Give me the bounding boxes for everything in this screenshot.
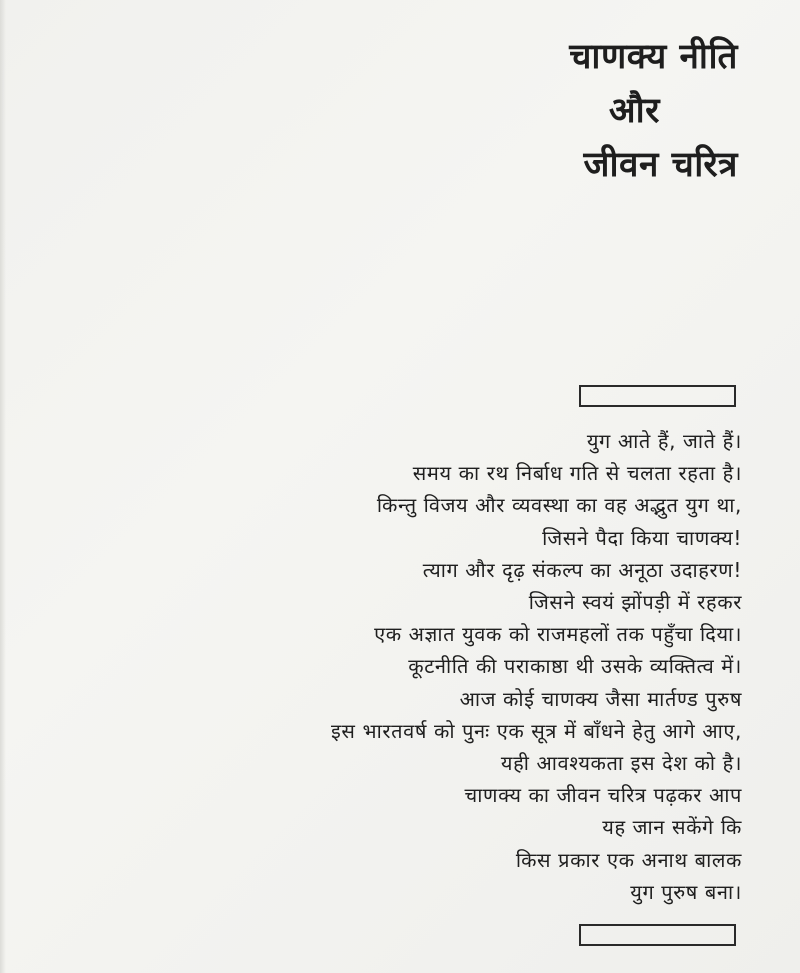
poem-line: युग पुरुष बना। [630,879,742,904]
poem-text [42,425,742,908]
book-title [569,30,738,192]
poem-line: इस भारतवर्ष को पुनः एक सूत्र में बाँधने हेतु आगे आए, [331,718,742,743]
poem-line: चाणक्य का जीवन चरित्र पढ़कर आप [464,783,742,808]
poem-line: त्याग और दृढ़ संकल्प का अनूठा उदाहरण! [422,557,742,582]
poem-line: युग आते हैं, जाते हैं। [586,429,742,453]
top-divider-box [579,385,736,407]
title-line-3: जीवन चरित्र [583,145,738,185]
poem-line: समय का रथ निर्बाध गति से चलता रहता है। [412,461,742,486]
title-line-1: चाणक्य नीति [569,37,738,77]
poem-line: जिसने पैदा किया चाणक्य! [542,525,742,550]
poem-line: यह जान सकेंगे कि [602,815,742,840]
poem-line: आज कोई चाणक्य जैसा मार्तण्ड पुरुष [459,686,742,711]
poem-line: कूटनीति की पराकाष्ठा थी उसके व्यक्तित्व में। [408,654,742,679]
poem-line: एक अज्ञात युवक को राजमहलों तक पहुँचा दिया। [374,622,742,647]
poem-line: जिसने स्वयं झोंपड़ी में रहकर [528,590,742,615]
bottom-divider-box [579,924,736,946]
poem-line: यही आवश्यकता इस देश को है। [500,751,742,776]
poem-line: किन्तु विजय और व्यवस्था का वह अद्भुत युग था, [376,493,742,518]
page-edge-shadow [0,0,6,973]
poem-line: किस प्रकार एक अनाथ बालक [515,847,742,872]
title-line-2: और [608,91,660,131]
